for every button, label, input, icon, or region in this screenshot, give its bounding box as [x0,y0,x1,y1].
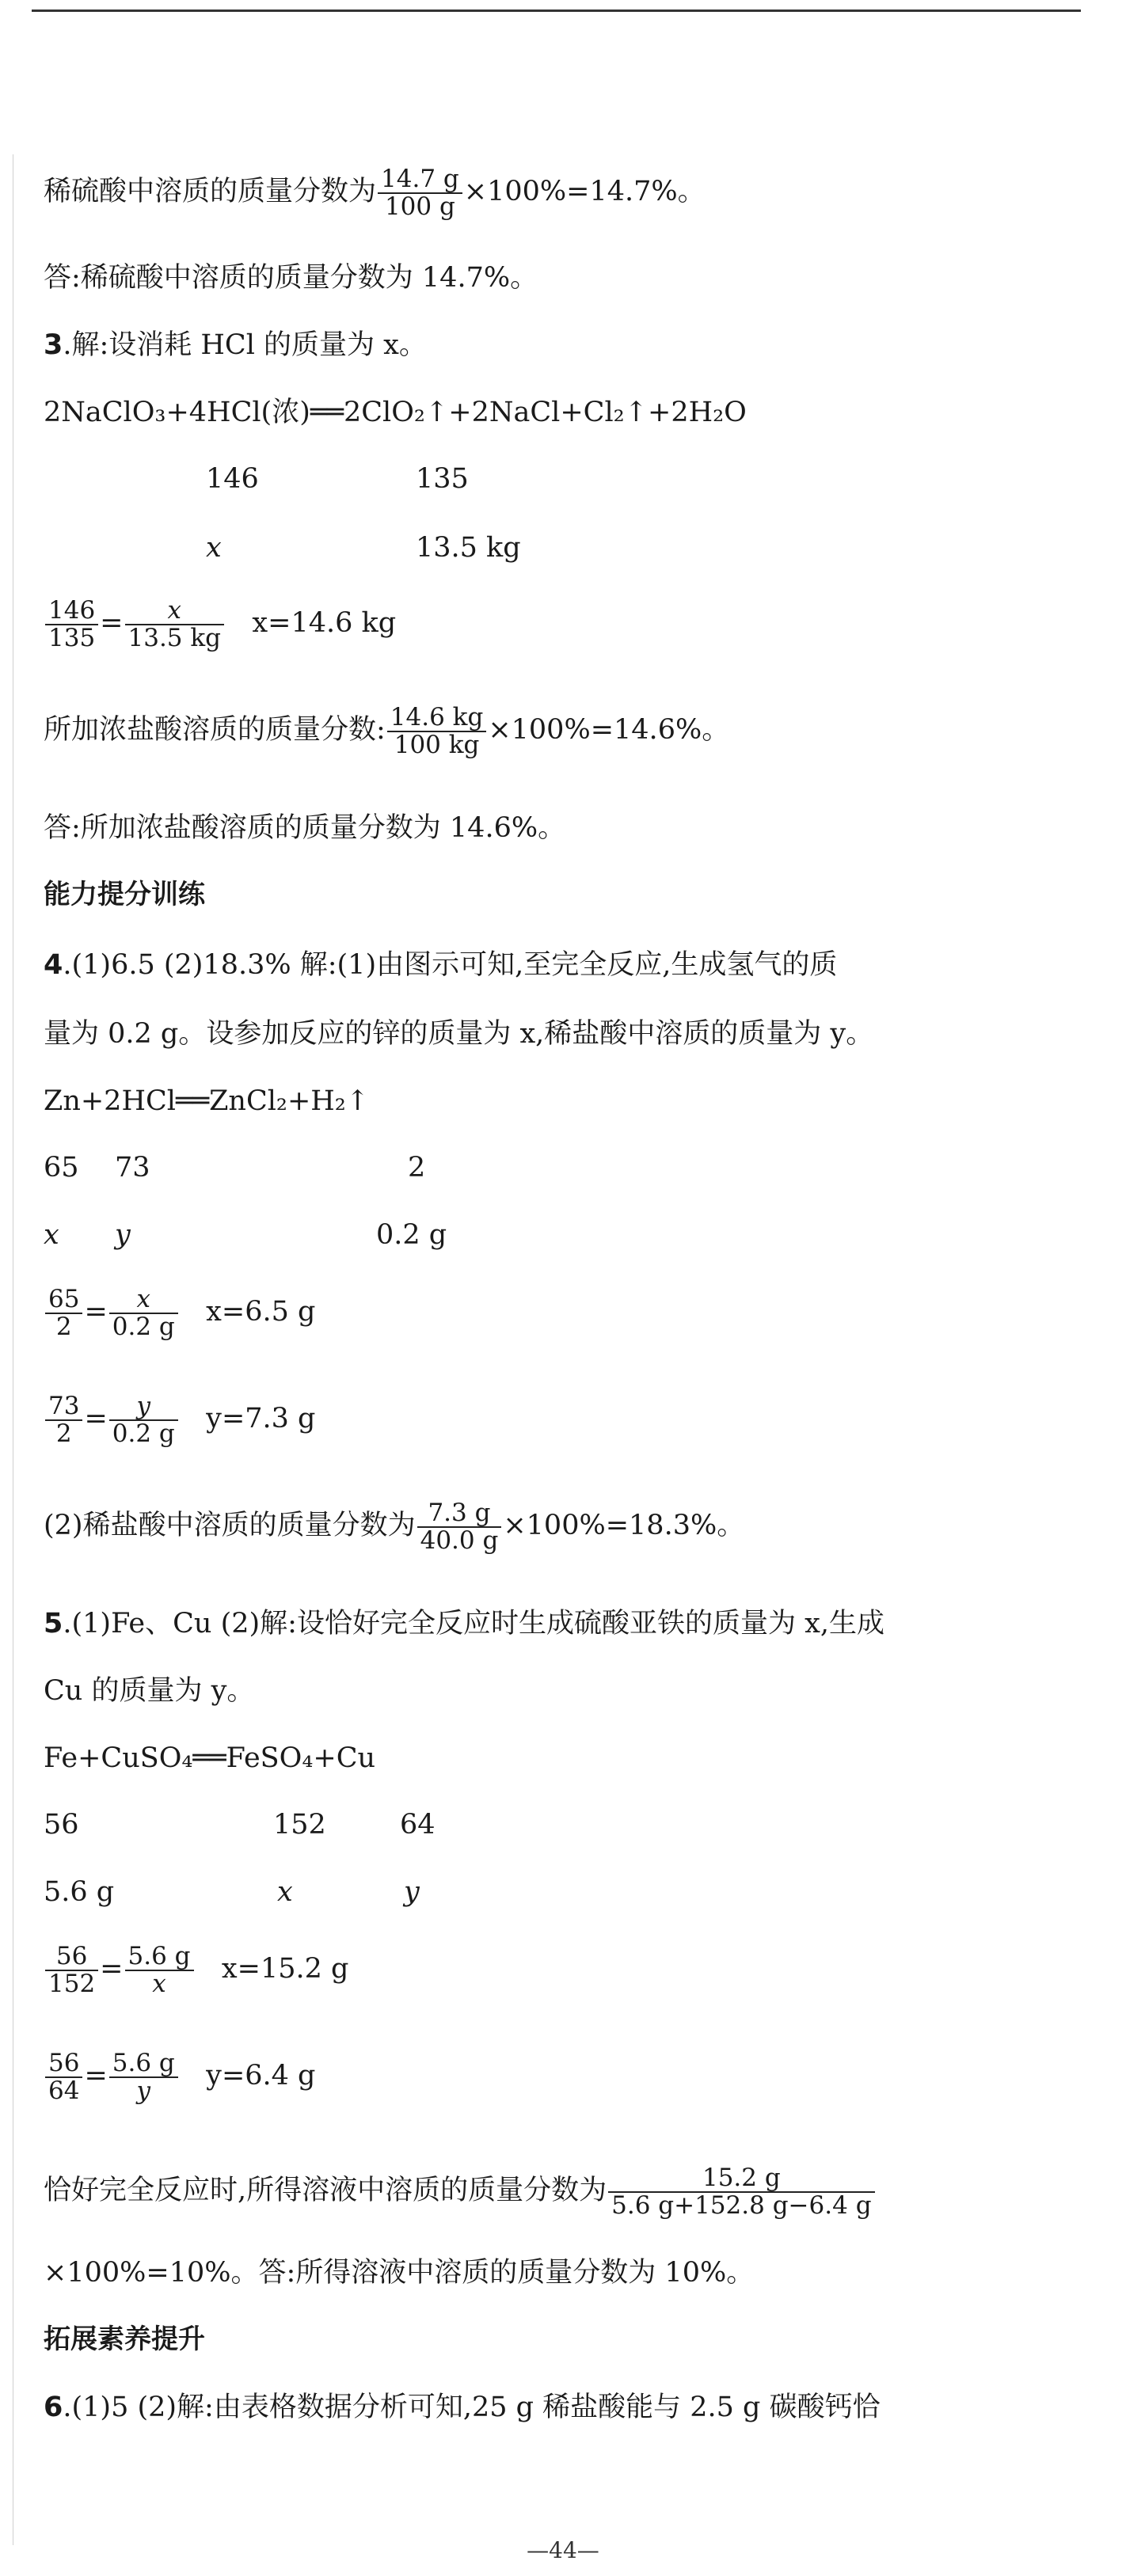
fraction [109,1286,178,1339]
p5-value: 5.6 g [44,1876,115,1908]
problem-number: 5 [44,1608,63,1639]
text: .解:设消耗 HCl 的质量为 x。 [63,329,427,361]
p4-calc [44,1500,744,1553]
p5-calc-tail: ×100%=10%。答:所得溶液中溶质的质量分数为 10%。 [44,2257,755,2289]
denominator: 0.2 g [112,1419,175,1448]
numerator: 14.7 g [378,166,462,194]
denominator: x [152,1969,166,1998]
numerator: y [109,1393,178,1421]
text: .(1)5 (2)解:由表格数据分析可知,25 g 稀盐酸能与 2.5 g 碳酸钙恰 [63,2392,881,2423]
text: 稀硫酸中溶质的质量分数为 [44,176,377,208]
denominator: 2 [55,1419,72,1448]
p3-calc [44,705,729,758]
text: ×100%=14.7%。 [463,176,706,208]
problem-4-line-1 [44,948,837,982]
p4-proportion-2: $\frac{73}{2}$ = $\frac{y}{0.2 g}$ y=7.3 g [44,1393,315,1446]
p5-proportion-1: $\frac{56}{152}$ = $\frac{5.6 g}{x}$ x=15.2 g [44,1943,348,1997]
numerator: 56 [45,1943,98,1971]
text: ×100%=14.6%。 [488,714,730,747]
p4-mass-73: 73 [115,1152,150,1184]
p5-var-y: y [404,1876,420,1908]
fraction [45,2050,82,2103]
fraction [45,1943,98,1997]
text: 恰好完全反应时,所得溶液中溶质的质量分数为 [44,2175,607,2207]
text: .(1)Fe、Cu (2)解:设恰好完全反应时生成硫酸亚铁的质量为 x,生成 [63,1608,884,1639]
result: x=14.6 kg [252,607,397,640]
fraction [125,1943,194,1997]
problem-4-line-2: 量为 0.2 g。设参加反应的锌的质量为 x,稀盐酸中溶质的质量为 y。 [44,1018,874,1050]
fraction [125,598,225,651]
numerator: 5.6 g [109,2050,178,2078]
denominator: 5.6 g+152.8 g−6.4 g [611,2190,872,2220]
numerator: 73 [45,1393,82,1421]
problem-number: 4 [44,949,63,981]
problem-5-line-2: Cu 的质量为 y。 [44,1675,255,1707]
page-number: —44— [527,2537,599,2563]
problem-number: 6 [44,2392,63,2423]
numerator: 15.2 g [608,2165,874,2193]
denominator: 0.2 g [112,1312,175,1341]
numerator: 65 [45,1286,82,1314]
p3-mass-146: 146 [206,463,259,495]
numerator: 7.3 g [417,1500,502,1528]
denominator: 100 kg [394,730,480,759]
numerator: 14.6 kg [387,705,487,732]
denominator: 135 [48,623,96,652]
text: ×100%=18.3%。 [503,1510,745,1542]
p4-proportion-1: $\frac{65}{2}$ = $\frac{x}{0.2 g}$ x=6.5 g [44,1286,315,1339]
fraction [608,2165,874,2218]
problem-number: 3 [44,329,63,361]
denominator: 40.0 g [420,1525,499,1555]
result: x=15.2 g [221,1953,349,1985]
result: y=6.4 g [206,2060,316,2092]
fraction [417,1500,502,1553]
fraction [109,2050,178,2103]
text: 所加浓盐酸溶质的质量分数: [44,714,386,747]
p3-value: 13.5 kg [416,532,521,564]
section-heading: 能力提分训练 [44,879,205,910]
fraction [378,166,462,219]
p5-calc [44,2165,877,2218]
denominator: 13.5 kg [127,623,222,652]
sulfuric-acid-fraction-line [44,166,706,219]
result: x=6.5 g [206,1296,316,1328]
p4-value: 0.2 g [376,1219,447,1251]
denominator: 2 [55,1312,72,1341]
p5-mass-64: 64 [400,1809,436,1841]
p4-var-y: y [115,1219,131,1251]
fraction [109,1393,178,1446]
answer-line-1: 答:稀硫酸中溶质的质量分数为 14.7%。 [44,262,538,294]
text: .(1)6.5 (2)18.3% 解:(1)由图示可知,至完全反应,生成氢气的质 [63,949,838,981]
numerator: 5.6 g [125,1943,194,1971]
top-border [32,9,1081,12]
problem-3-intro [44,329,427,362]
fraction [387,705,487,758]
p4-mass-65: 65 [44,1152,79,1184]
numerator: x [109,1286,178,1314]
text: (2)稀盐酸中溶质的质量分数为 [44,1510,416,1542]
p3-var-x: x [206,532,222,564]
p5-mass-152: 152 [273,1809,326,1841]
numerator: x [125,598,225,625]
p4-mass-2: 2 [408,1152,426,1184]
p3-proportion: $\frac{146}{135}$ = $\frac{x}{13.5 kg}$ x=14.6 kg [44,598,396,651]
problem-6-line-1 [44,2391,881,2424]
section-heading: 拓展素养提升 [44,2323,205,2355]
denominator: y [136,2076,151,2105]
p3-mass-135: 135 [416,463,469,495]
p4-var-x: x [44,1219,59,1251]
denominator: 64 [48,2076,80,2105]
denominator: 152 [48,1969,96,1998]
numerator: 56 [45,2050,82,2078]
problem-5-line-1 [44,1607,884,1640]
p5-mass-56: 56 [44,1809,79,1841]
result: y=7.3 g [206,1403,316,1435]
p5-var-x: x [277,1876,293,1908]
p5-proportion-2: $\frac{56}{64}$ = $\frac{5.6 g}{y}$ y=6.4 g [44,2050,315,2103]
problem-3-equation: 2NaClO₃+4HCl(浓)══2ClO₂↑+2NaCl+Cl₂↑+2H₂O [44,397,747,428]
denominator: 100 g [384,192,455,221]
fraction [45,598,98,651]
p3-answer: 答:所加浓盐酸溶质的质量分数为 14.6%。 [44,812,566,844]
numerator: 146 [45,598,98,625]
p4-equation: Zn+2HCl══ZnCl₂+H₂↑ [44,1085,370,1117]
p5-equation: Fe+CuSO₄══FeSO₄+Cu [44,1742,376,1774]
fraction [45,1286,82,1339]
fraction [45,1393,82,1446]
